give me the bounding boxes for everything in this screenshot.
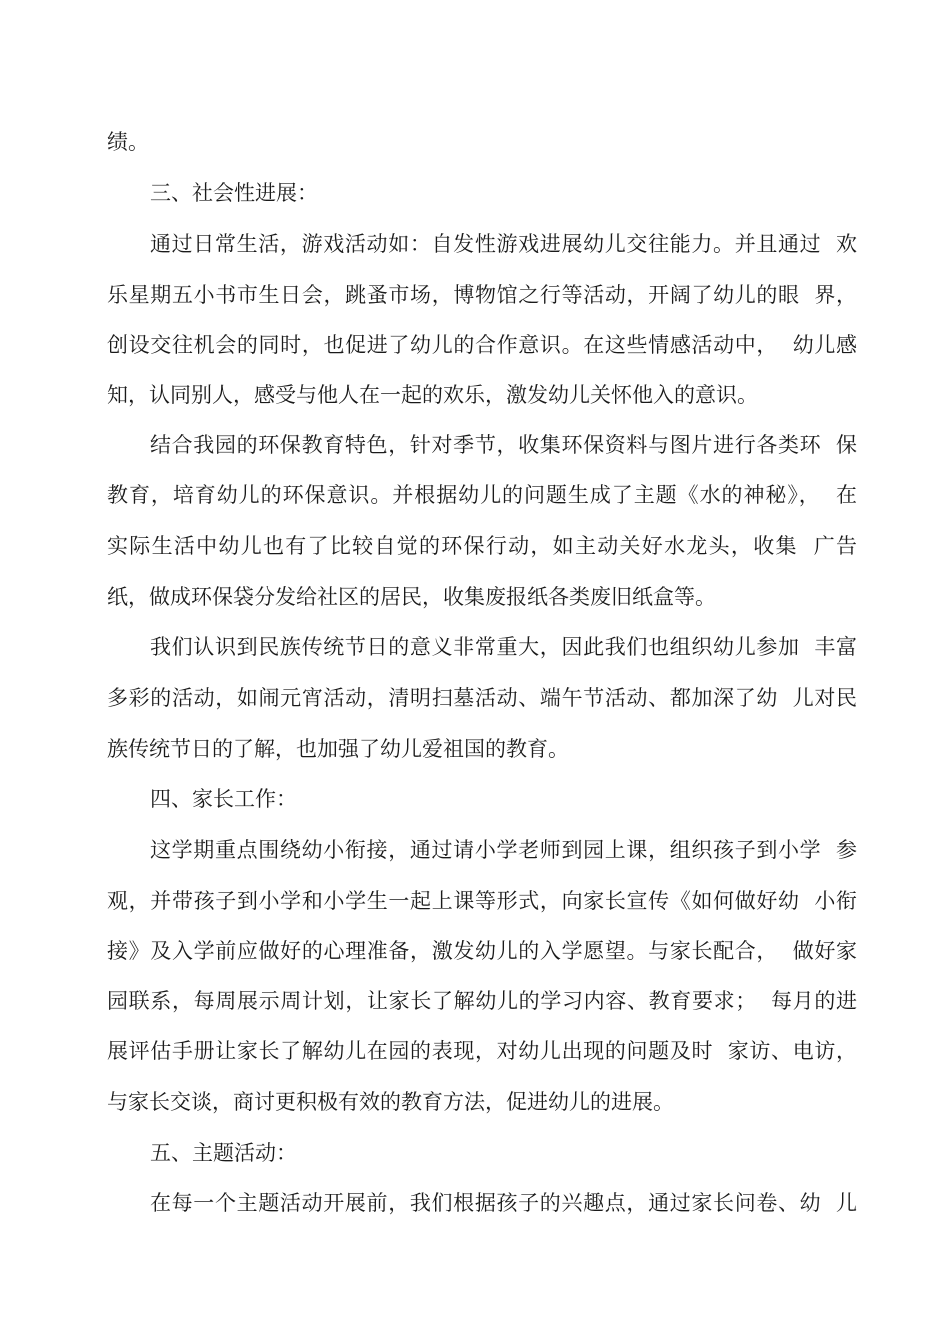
text-line: 园联系，每周展示周计划，让家长了解幼儿的学习内容、教育要求； 每月的进 <box>107 989 857 1013</box>
text-line: 族传统节日的了解，也加强了幼儿爱祖国的教育。 <box>107 737 569 761</box>
text-line: 展评估手册让家长了解幼儿在园的表现，对幼儿出现的问题及时 家访、电访， <box>107 1039 857 1063</box>
text-line: 结合我园的环保教育特色，针对季节，收集环保资料与图片进行各类环 保 <box>150 433 857 457</box>
text-line: 知，认同别人，感受与他人在一起的欢乐，激发幼儿关怀他入的意识。 <box>107 383 758 407</box>
text-line: 创设交往机会的同时，也促进了幼儿的合作意识。在这些情感活动中， 幼儿感 <box>107 333 857 357</box>
text-line: 通过日常生活，游戏活动如：自发性游戏进展幼儿交往能力。并且通过 欢 <box>150 232 857 256</box>
text-line: 接》及入学前应做好的心理准备，激发幼儿的入学愿望。与家长配合， 做好家 <box>107 939 857 963</box>
text-line: 实际生活中幼儿也有了比较自觉的环保行动，如主动关好水龙头，收集 广告 <box>107 534 857 558</box>
text-line: 观，并带孩子到小学和小学生一起上课等形式，向家长宣传《如何做好幼 小衔 <box>107 889 857 913</box>
text-line: 在每一个主题活动开展前，我们根据孩子的兴趣点，通过家长问卷、幼 儿 <box>150 1191 857 1215</box>
text-line: 多彩的活动，如闹元宵活动，清明扫墓活动、端午节活动、都加深了幼 儿对民 <box>107 686 857 710</box>
text-line: 纸，做成环保袋分发给社区的居民，收集废报纸各类废旧纸盒等。 <box>107 585 716 609</box>
section-heading: 五、主题活动： <box>150 1141 297 1165</box>
text-line: 绩。 <box>107 130 149 154</box>
text-line: 教育，培育幼儿的环保意识。并根据幼儿的问题生成了主题《水的神秘》， 在 <box>107 483 857 507</box>
text-line: 乐星期五小书市生日会，跳蚤市场，博物馆之行等活动，开阔了幼儿的眼 界， <box>107 283 857 307</box>
text-line: 这学期重点围绕幼小衔接，通过请小学老师到园上课，组织孩子到小学 参 <box>150 838 857 862</box>
text-line: 我们认识到民族传统节日的意义非常重大，因此我们也组织幼儿参加 丰富 <box>150 635 857 659</box>
text-line: 与家长交谈，商讨更积极有效的教育方法，促进幼儿的进展。 <box>107 1090 674 1114</box>
section-heading: 三、社会性进展： <box>150 181 318 205</box>
section-heading: 四、家长工作： <box>150 787 297 811</box>
